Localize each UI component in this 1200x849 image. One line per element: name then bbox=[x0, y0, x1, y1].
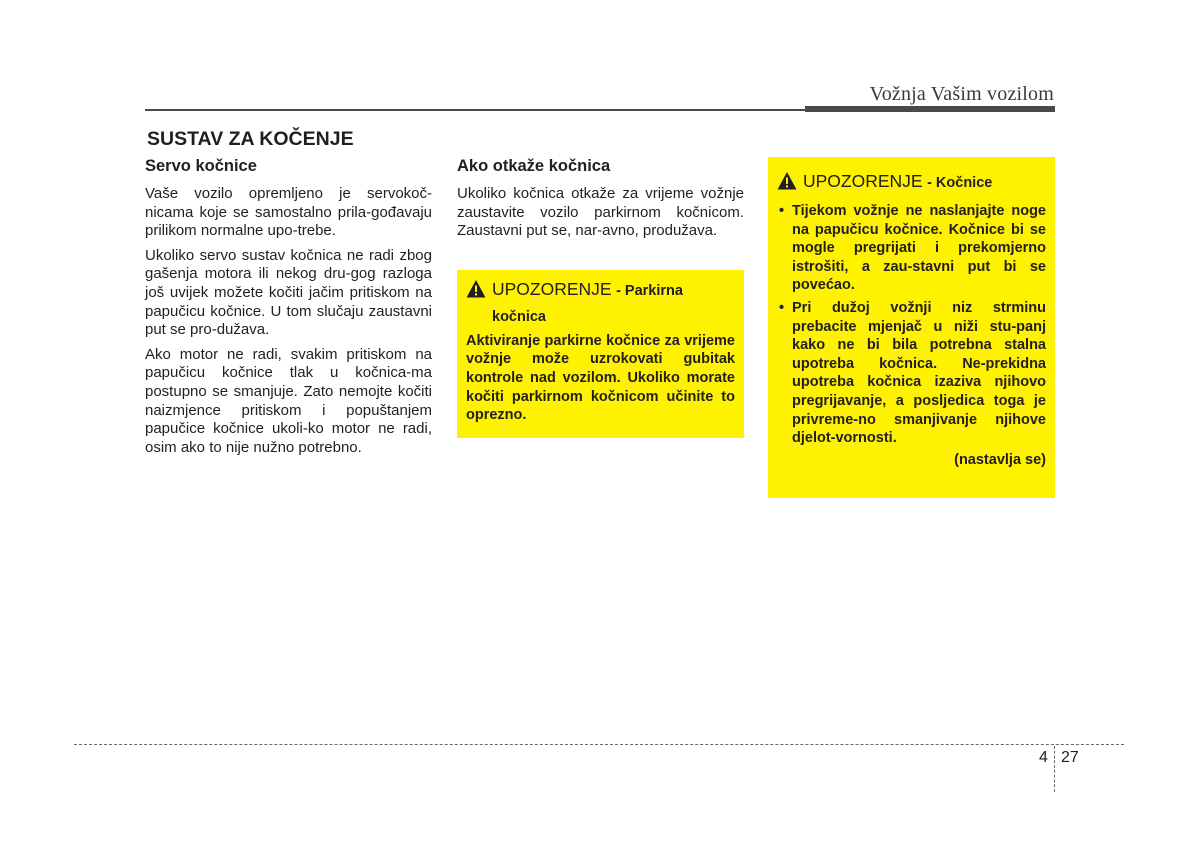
page-number: 27 bbox=[1061, 749, 1079, 766]
chapter-number: 4 bbox=[1039, 749, 1048, 766]
warning-triangle-icon bbox=[777, 171, 797, 191]
warning-label: UPOZORENJE bbox=[492, 278, 612, 299]
failure-heading: Ako otkaže kočnica bbox=[457, 157, 611, 175]
section-title: SUSTAV ZA KOČENJE bbox=[147, 128, 354, 150]
footer-divider bbox=[1054, 746, 1055, 792]
header-rule bbox=[145, 109, 809, 111]
servo-heading: Servo kočnice bbox=[145, 157, 257, 175]
warning-list bbox=[777, 202, 1046, 448]
warning-list-item: • Pri dužoj vožnji niz strminu prebacite mjenjač u niži stu-panj kako ne bi bila potrebna stalna upotreba kočnica. Ne-prekidna upotreba kočnica izaziva njihovo pregrijavanje, a posljedica toga je privreme-no smanjivanje njihove djelot-vornosti. bbox=[777, 299, 1046, 448]
failure-paragraph: Ukoliko kočnica otkaže za vrijeme vožnje zaustavite vozilo parkirnom kočnicom. Zaustavni put se, nar-avno, produžava. bbox=[457, 185, 744, 240]
servo-paragraph-2: Ukoliko servo sustav kočnica ne radi zbog gašenja motora ili nekog dru-gog razloga još uvijek možete kočiti jačim pritiskom na papučicu kočnice. U tom slučaju zaustavni put se pro-dužava. bbox=[145, 246, 432, 339]
warning-list-item: • Tijekom vožnje ne naslanjajte noge na papučicu kočnice. Kočnice bi se mogle pregrijati i prekomjerno istrošiti, a zau-stavni put bi se povećao. bbox=[777, 202, 1046, 295]
warning-box-brakes bbox=[768, 157, 1055, 498]
warning-subject: - Parkirna kočnica bbox=[492, 282, 683, 325]
running-header: Vožnja Vašim vozilom bbox=[869, 83, 1054, 105]
footer-rule bbox=[74, 744, 1124, 745]
continued-note: (nastavlja se) bbox=[954, 451, 1046, 468]
column-servo bbox=[145, 157, 432, 463]
warning-box-parking-brake bbox=[457, 270, 744, 438]
warning-text: Aktiviranje parkirne kočnice za vrijeme vožnje može uzrokovati gubitak kontrole nad vozilom. Ukoliko morate kočiti parkirnom kočnicom učinite to oprezno. bbox=[466, 332, 735, 424]
warning-header bbox=[777, 169, 1046, 196]
warning-header bbox=[466, 277, 735, 330]
servo-paragraph-1: Vaše vozilo opremljeno je servokoč-nicama koje se samostalno prila-gođavaju prilikom normalne upo-trebe. bbox=[145, 185, 432, 240]
warning-subject: - Kočnice bbox=[927, 175, 993, 191]
column-failure bbox=[457, 157, 744, 438]
header-rule-accent bbox=[805, 106, 1055, 112]
warning-label: UPOZORENJE bbox=[803, 171, 923, 191]
warning-triangle-icon bbox=[466, 279, 486, 299]
servo-paragraph-3: Ako motor ne radi, svakim pritiskom na papučicu kočnice tlak u kočnica-ma postupno se smanjuje. Zato nemojte kočiti naizmjence pritiskom i popuštanjem papučice kočnice ukoli-ko motor ne radi, osim ako to nije nužno potrebno. bbox=[145, 345, 432, 456]
